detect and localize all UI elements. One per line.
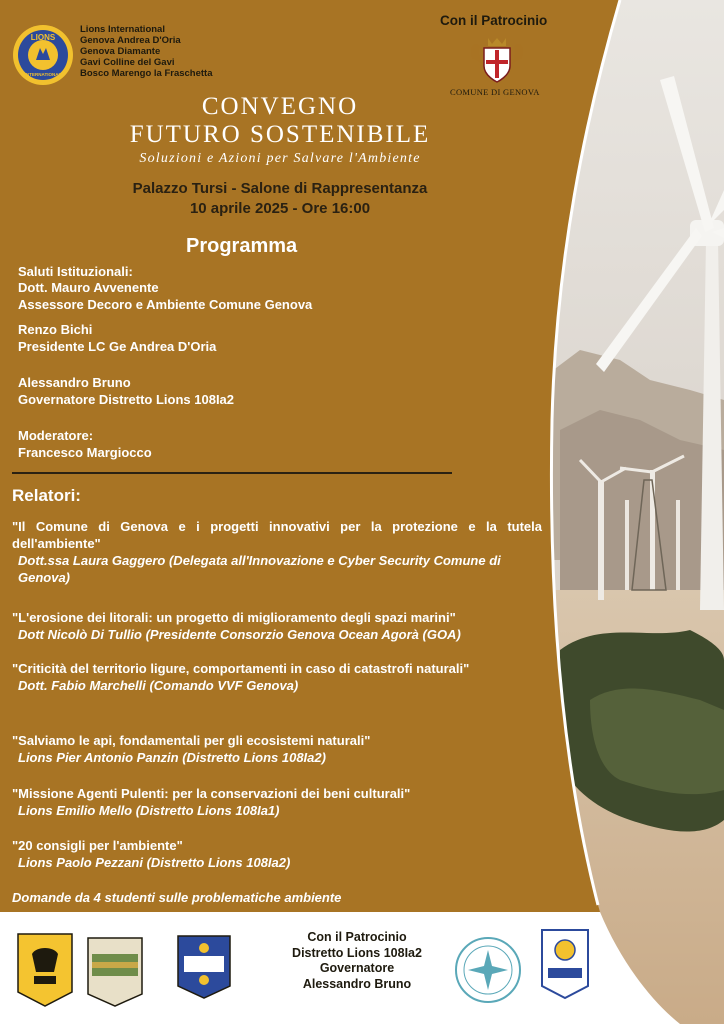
lions-club-fraschetta-banner — [176, 934, 232, 1000]
speaker-role: Presidente LC Ge Andrea D'Oria — [18, 339, 217, 354]
moderatore-label: Moderatore: — [18, 428, 94, 443]
consorzio-genova-ocean-agora-logo — [454, 936, 522, 1004]
saluti-label: Saluti Istituzionali: — [18, 264, 133, 279]
club-name: Genova Andrea D'Oria — [80, 35, 181, 46]
club-name: Lions International — [80, 24, 165, 35]
footer-line: Distretto Lions 108Ia2 — [292, 945, 422, 960]
talk-title: "Salviamo le api, fondamentali per gli ecosistemi naturali" — [12, 733, 371, 748]
club-name: Genova Diamante — [80, 46, 161, 57]
talk-speaker: Lions Paolo Pezzani (Distretto Lions 108Ia2) — [18, 855, 291, 870]
footer-line: Alessandro Bruno — [302, 976, 412, 991]
comune-di-genova-label: COMUNE DI GENOVA — [450, 87, 540, 97]
talk-item — [12, 732, 542, 766]
talk-item — [12, 785, 542, 819]
talk-title: "L'erosione dei litorali: un progetto di miglioramento degli spazi marini" — [12, 610, 456, 625]
talk-title: "Missione Agenti Pulenti: per la conservazioni dei beni culturali" — [12, 786, 411, 801]
title-line-1: CONVEGNO — [201, 93, 359, 120]
lions-club-names — [80, 24, 213, 79]
lions-club-gavi-banner — [86, 936, 144, 1008]
speaker-name: Renzo Bichi — [18, 322, 93, 337]
lions-international-logo — [12, 24, 74, 86]
subtitle: Soluzioni e Azioni per Salvare l'Ambiente — [139, 151, 421, 166]
talk-speaker: Dott Nicolò Di Tullio (Presidente Consorzio Genova Ocean Agorà (GOA) — [18, 627, 461, 642]
talk-speaker: Lions Pier Antonio Panzin (Distretto Lions 108Ia2) — [18, 750, 326, 765]
lions-club-andrea-doria-banner — [16, 932, 74, 1008]
title-line-2: FUTURO SOSTENIBILE — [129, 121, 431, 148]
talk-speaker: Dott. Fabio Marchelli (Comando VVF Genova) — [18, 678, 299, 693]
lions-club-diamante-banner — [540, 928, 590, 1000]
venue: Palazzo Tursi - Salone di Rappresentanza — [132, 180, 428, 197]
patrocinio-label: Con il Patrocinio — [440, 13, 548, 28]
speaker-name: Dott. Mauro Avvenente — [18, 280, 159, 295]
footer-line: Con il Patrocinio — [307, 930, 407, 944]
club-name: Gavi Colline del Gavi — [80, 57, 175, 68]
footer-line: Governatore — [319, 961, 395, 975]
talk-title: "Criticità del territorio ligure, comportamenti in caso di catastrofi naturali" — [12, 661, 470, 676]
talk-item — [12, 518, 542, 586]
genova-crest-icon — [466, 34, 528, 86]
speaker-role: Assessore Decoro e Ambiente Comune Genova — [18, 297, 313, 312]
talk-item — [12, 609, 542, 643]
talk-title: "20 consigli per l'ambiente" — [12, 838, 183, 853]
section-divider — [12, 472, 452, 474]
footer-patrocinio — [262, 930, 452, 992]
moderatore-name: Francesco Margiocco — [18, 445, 152, 460]
talk-title: "Il Comune di Genova e i progetti innovativi per la protezione e la tutela dell'ambiente" — [12, 519, 542, 551]
talk-speaker: Dott.ssa Laura Gaggero (Delegata all'Innovazione e Cyber Security Comune di Genova) — [18, 553, 501, 585]
club-name: Bosco Marengo la Fraschetta — [80, 68, 213, 79]
relatori-heading: Relatori: — [12, 486, 81, 505]
talk-speaker: Lions Emilio Mello (Distretto Lions 108Ia1) — [18, 803, 280, 818]
event-date: 10 aprile 2025 - Ore 16:00 — [189, 200, 371, 217]
programma-heading: Programma — [186, 235, 298, 257]
speaker-name: Alessandro Bruno — [18, 375, 131, 390]
lions-logo-subtext: INTERNATIONAL — [24, 72, 62, 77]
speaker-role: Governatore Distretto Lions 108Ia2 — [18, 392, 235, 407]
lions-logo-text: LIONS — [30, 33, 56, 42]
talk-item — [12, 837, 542, 871]
talk-item — [12, 660, 542, 694]
domande-note: Domande da 4 studenti sulle problematiche ambiente — [12, 890, 342, 905]
